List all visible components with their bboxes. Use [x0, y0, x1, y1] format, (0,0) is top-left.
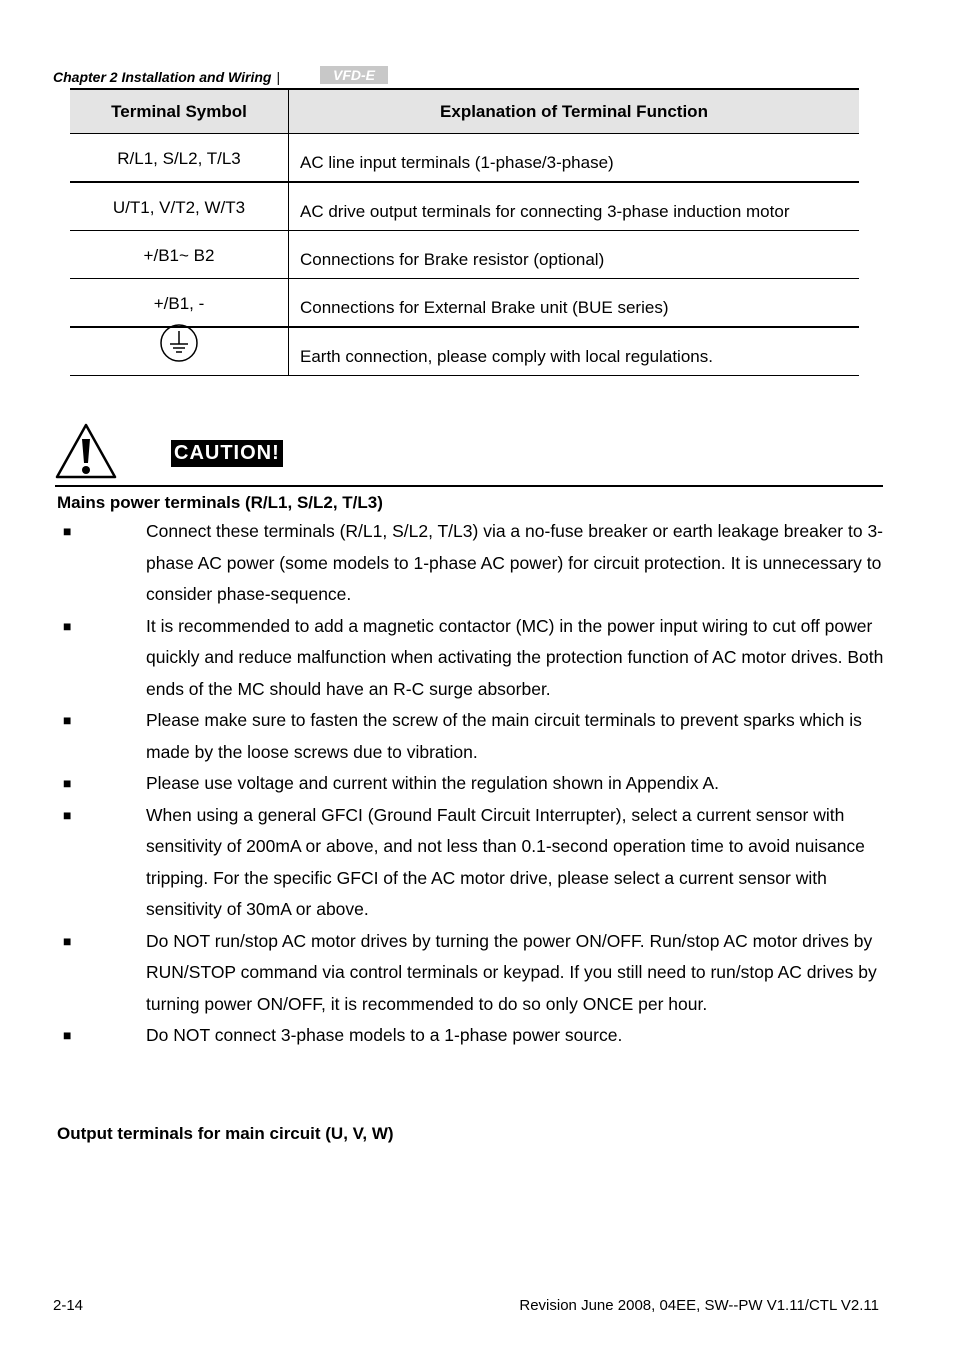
table-row [70, 327, 859, 376]
list-item: ■ When using a general GFCI (Ground Fault Circuit Interrupter), select a current sensor with sensitivity of 200mA or above, and not less than 0.1-second operation time to avoid nuisance tripping. For the specific GFCI of the AC motor drive, please select a current sensor with sensitivity of 30mA or above. [57, 800, 887, 926]
mains-bullet-list [57, 516, 887, 1052]
caution-banner [55, 423, 883, 487]
earth-ground-icon [159, 323, 199, 363]
mains-section-title: Mains power terminals (R/L1, S/L2, T/L3) [57, 493, 383, 512]
terminal-symbol [70, 327, 289, 376]
column-header-function: Explanation of Terminal Function [289, 89, 860, 134]
caution-label: CAUTION! [171, 440, 283, 467]
list-item: ■ Do NOT connect 3-phase models to a 1-phase power source. [57, 1020, 887, 1052]
list-item: ■ It is recommended to add a magnetic contactor (MC) in the power input wiring to cut off power quickly and reduce malfunction when activating the protection function of AC motor drives. Both ends of the MC should have an R-C surge absorber. [57, 611, 887, 706]
list-item: ■ Please use voltage and current within the regulation shown in Appendix A. [57, 768, 887, 800]
list-item: ■ Connect these terminals (R/L1, S/L2, T/L3) via a no-fuse breaker or earth leakage breaker to 3-phase AC power (some models to 1-phase AC power) for circuit protection. It is unnecessary to consider phase-sequence. [57, 516, 887, 611]
terminal-symbol: R/L1, S/L2, T/L3 [70, 134, 289, 183]
bullet-square-icon: ■ [63, 523, 72, 539]
revision-info: Revision June 2008, 04EE, SW--PW V1.11/CTL V2.11 [519, 1297, 879, 1314]
header-separator: | [276, 69, 281, 85]
table-row [70, 182, 859, 231]
vfd-e-logo [320, 66, 388, 84]
terminal-symbol: +/B1, - [70, 279, 289, 328]
column-header-symbol: Terminal Symbol [70, 89, 289, 134]
terminal-function: Connections for Brake resistor (optional) [289, 231, 860, 279]
terminal-symbol: U/T1, V/T2, W/T3 [70, 182, 289, 231]
page-number: 2-14 [53, 1297, 84, 1314]
terminal-function: AC line input terminals (1-phase/3-phase) [289, 134, 860, 183]
bullet-square-icon: ■ [63, 1027, 72, 1043]
list-item: ■ Do NOT run/stop AC motor drives by turning the power ON/OFF. Run/stop AC motor drives by RUN/STOP command via control terminals or keypad. If you still need to run/stop AC drives by turning power ON/OFF, it is recommended to do so only ONCE per hour. [57, 926, 887, 1021]
bullet-square-icon: ■ [63, 617, 72, 634]
table-row [70, 134, 859, 183]
bullet-square-icon: ■ [63, 712, 72, 728]
terminal-function: Connections for External Brake unit (BUE series) [289, 279, 860, 328]
bullet-square-icon: ■ [63, 806, 72, 823]
table-row [70, 231, 859, 279]
list-item: ■ Please make sure to fasten the screw of the main circuit terminals to prevent sparks which is made by the loose screws due to vibration. [57, 705, 887, 768]
output-section-title: Output terminals for main circuit (U, V, W) [57, 1124, 394, 1143]
chapter-title: Chapter 2 Installation and Wiring [53, 69, 272, 85]
terminal-symbol: +/B1~ B2 [70, 231, 289, 279]
terminal-table [70, 88, 859, 376]
terminal-function: AC drive output terminals for connecting 3-phase induction motor [289, 182, 860, 231]
bullet-square-icon: ■ [63, 775, 72, 791]
bullet-square-icon: ■ [63, 932, 72, 949]
terminal-function: Earth connection, please comply with local regulations. [289, 327, 860, 376]
svg-text:VFD-E: VFD-E [333, 67, 375, 83]
warning-triangle-icon [55, 423, 117, 479]
chapter-header [53, 66, 280, 88]
table-row [70, 279, 859, 328]
